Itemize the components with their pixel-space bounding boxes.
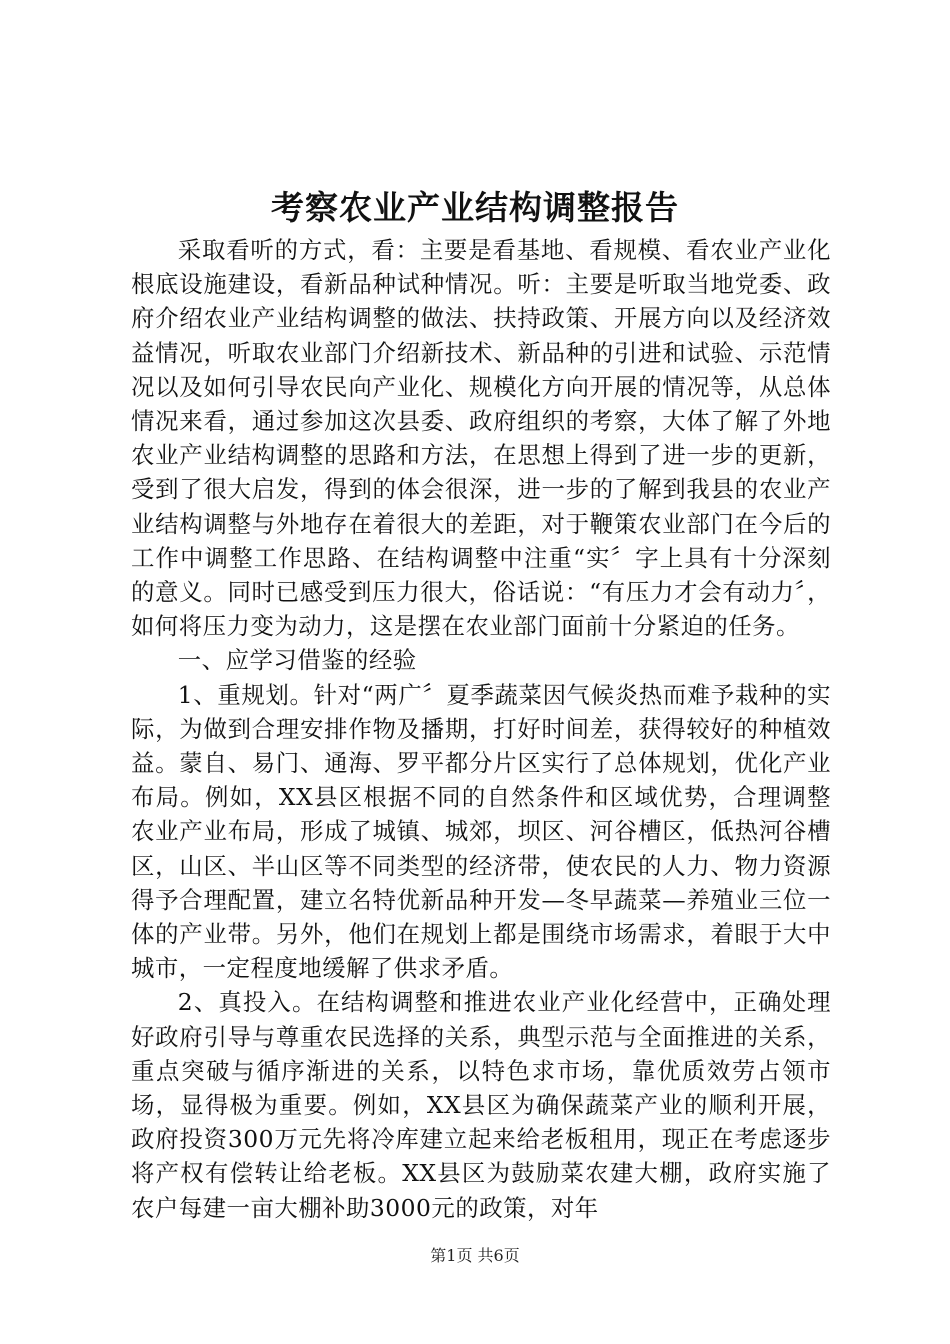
- paragraph-planning: 1、重规划。针对“两广〞夏季蔬菜因气候炎热而难予栽种的实际，为做到合理安排作物及播期，打好时间差，获得较好的种植效益。蒙自、易门、通海、罗平都分片区实行了总体规划，优化产业布局。例如，XX县区根据不同的自然条件和区域优势，合理调整农业产业布局，形成了城镇、城郊，坝区、河谷槽区，低热河谷槽区，山区、半山区等不同类型的经济带，使农民的人力、物力资源得予合理配置，建立名特优新品种开发—冬早蔬菜—养殖业三位一体的产业带。另外，他们在规划上都是围绕市场需求，着眼于大中城市，一定程度地缓解了供求矛盾。: [131, 680, 831, 983]
- paragraph-investment: 2、真投入。在结构调整和推进农业产业化经营中，正确处理好政府引导与尊重农民选择的关系，典型示范与全面推进的关系，重点突破与循序渐进的关系，以特色求市场，靠优质效劳占领市场，显得极为重要。例如，XX县区为确保蔬菜产业的顺利开展，政府投资300万元先将冷库建立起来给老板租用，现正在考虑逐步将产权有偿转让给老板。XX县区为鼓励菜农建大棚，政府实施了农户每建一亩大棚补助3000元的政策，对年: [131, 988, 831, 1222]
- document-body: [131, 233, 831, 1225]
- page-footer: 第1页 共6页: [430, 1246, 520, 1265]
- paragraph-intro: 采取看听的方式，看：主要是看基地、看规模、看农业产业化根底设施建设，看新品种试种情况。听：主要是听取当地党委、政府介绍农业产业结构调整的做法、扶持政策、开展方向以及经济效益情况，听取农业部门介绍新技术、新品种的引进和试验、示范情况以及如何引导农民向产业化、规模化方向开展的情况等，从总体情况来看，通过参加这次县委、政府组织的考察，大体了解了外地农业产业结构调整的思路和方法，在思想上得到了进一步的更新，受到了很大启发，得到的体会很深，进一步的了解到我县的农业产业结构调整与外地存在着很大的差距，对于鞭策农业部门在今后的工作中调整工作思路、在结构调整中注重“实〞字上具有十分深刻的意义。同时已感受到压力很大，俗话说：“有压力才会有动力〞，如何将压力变为动力，这是摆在农业部门面前十分紧迫的任务。: [131, 236, 831, 641]
- section-heading-experience: 一、应学习借鉴的经验: [177, 646, 417, 675]
- document-title: 考察农业产业结构调整报告: [271, 188, 679, 227]
